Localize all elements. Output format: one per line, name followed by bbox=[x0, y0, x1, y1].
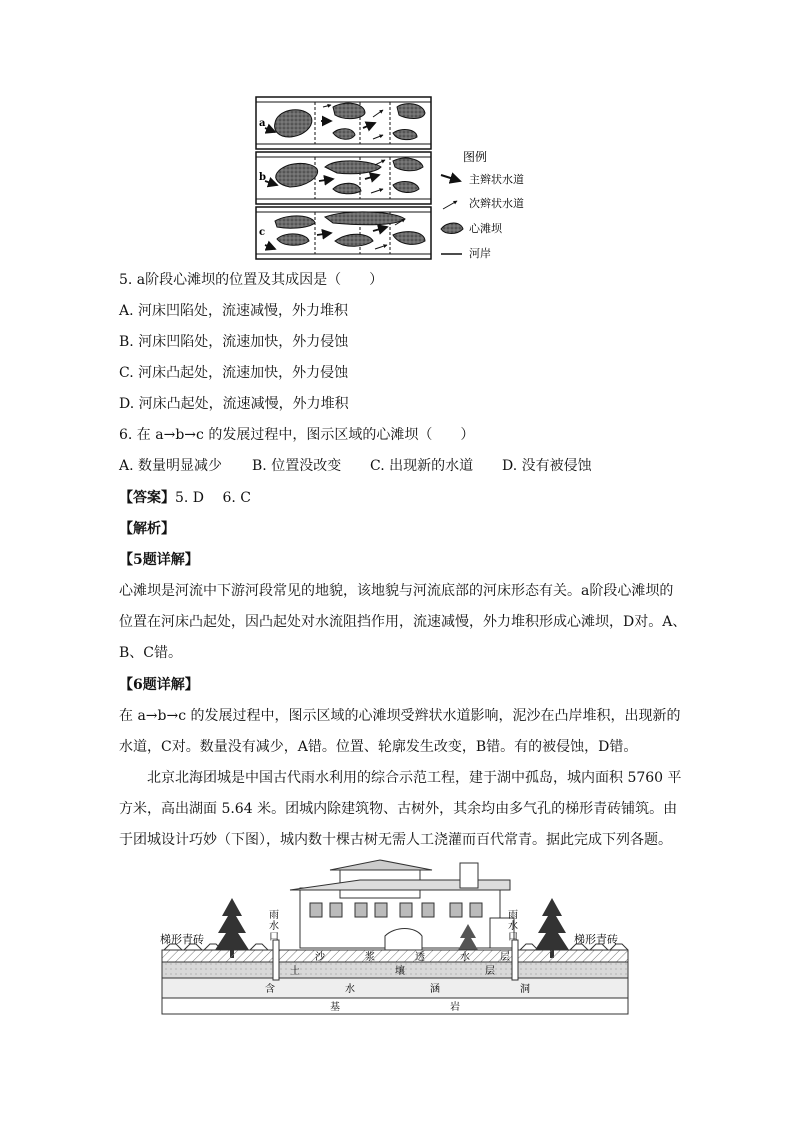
rain-outlet-left-char-2: 水 bbox=[269, 921, 279, 932]
braided-channel-figure bbox=[255, 95, 545, 260]
channel-bar bbox=[333, 103, 365, 118]
q6-analysis-line-2: 水道，C对。数量没有减少，A错。位置、轮廓发生改变，B错。有的被侵蚀，D错。 bbox=[119, 739, 638, 755]
culvert-char-1: 含 bbox=[265, 984, 275, 995]
soil-layer-char-2: 壤 bbox=[395, 966, 405, 977]
channel-bar bbox=[276, 163, 318, 187]
channel-bar bbox=[393, 182, 419, 193]
q5-option-b: B. 河床凹陷处，流速加快，外力侵蚀 bbox=[119, 334, 349, 350]
passage-line-2: 方米，高出湖面 5.64 米。团城内除建筑物、古树外，其余均由多气孔的梯形青砖铺筑。由 bbox=[119, 801, 678, 817]
bedrock-layer bbox=[162, 998, 628, 1014]
channel-bar bbox=[397, 104, 425, 119]
q5-analysis-title: 【5题详解】 bbox=[119, 552, 199, 568]
secondary-channel-arrow-icon bbox=[443, 201, 457, 209]
tuancheng-cross-section bbox=[160, 858, 630, 1018]
legend-title: 图例 bbox=[463, 150, 488, 164]
channel-bar-icon bbox=[441, 223, 463, 234]
bedrock-char-2: 岩 bbox=[450, 1002, 460, 1013]
row-label-a: a bbox=[259, 118, 266, 129]
q5-stem: 5. a阶段心滩坝的位置及其成因是（ ） bbox=[119, 272, 384, 288]
q5-analysis-line-3: B、C错。 bbox=[119, 645, 182, 661]
q5-analysis-line-1: 心滩坝是河流中下游河段常见的地貌，该地貌与河流底部的河床形态有关。a阶段心滩坝的 bbox=[119, 583, 674, 599]
q5-option-a: A. 河床凹陷处，流速减慢，外力堆积 bbox=[119, 303, 349, 319]
answer-label: 【答案】 bbox=[119, 490, 175, 506]
brick-label-right: 梯形青砖 bbox=[574, 933, 618, 946]
sand-layer-char-4: 水 bbox=[460, 952, 470, 963]
passage-line-3: 于团城设计巧妙（下图），城内数十棵古树无需人工浇灌而百代常青。据此完成下列各题。 bbox=[119, 832, 672, 848]
channel-bar bbox=[277, 234, 309, 245]
channel-bar bbox=[393, 130, 417, 140]
figure1-legend bbox=[441, 149, 524, 260]
rain-outlet-right-char-3: 口 bbox=[508, 932, 518, 943]
q6-option-c: C. 出现新的水道 bbox=[370, 458, 474, 474]
culvert-char-3: 涵 bbox=[430, 984, 440, 995]
legend-item-bank: 河岸 bbox=[469, 247, 491, 260]
rain-outlet-left-char-1: 雨 bbox=[269, 910, 279, 921]
passage-line-1: 北京北海团城是中国古代雨水利用的综合示范工程，建于湖中孤岛，城内面积 5760 平 bbox=[147, 770, 682, 786]
q5-analysis-line-2: 位置在河床凸起处，因凸起处对水流阻挡作用，流速减慢，外力堆积形成心滩坝，D对。A、 bbox=[119, 614, 687, 630]
tree-left-icon bbox=[215, 898, 249, 958]
legend-item-main-channel: 主辫状水道 bbox=[469, 173, 524, 186]
channel-bar bbox=[325, 161, 381, 174]
q6-option-d: D. 没有被侵蚀 bbox=[502, 458, 592, 474]
q5-option-c: C. 河床凸起处，流速加快，外力侵蚀 bbox=[119, 365, 349, 381]
rain-outlet-right-char-1: 雨 bbox=[508, 910, 518, 921]
channel-bar bbox=[325, 212, 405, 225]
rain-outlet-left bbox=[273, 940, 279, 980]
q5-option-d: D. 河床凸起处，流速减慢，外力堆积 bbox=[119, 396, 349, 412]
q6-options bbox=[119, 456, 592, 476]
q6-option-a: A. 数量明显减少 bbox=[119, 458, 223, 474]
brick-label-left: 梯形青砖 bbox=[160, 933, 204, 946]
rain-outlet-right-char-2: 水 bbox=[508, 921, 518, 932]
tree-right-icon bbox=[535, 898, 569, 958]
panel-b bbox=[256, 152, 431, 204]
rain-outlet-right bbox=[512, 940, 518, 980]
channel-bar bbox=[393, 232, 425, 245]
q6-analysis-line-1: 在 a→b→c 的发展过程中，图示区域的心滩坝受辫状水道影响，泥沙在凸岸堆积，出现新的 bbox=[119, 708, 681, 724]
q6-analysis-title: 【6题详解】 bbox=[119, 677, 199, 693]
legend-item-bar: 心滩坝 bbox=[469, 222, 502, 235]
rain-outlet-left-char-3: 口 bbox=[269, 932, 279, 943]
sand-layer bbox=[162, 950, 628, 962]
pavilion-building bbox=[290, 860, 514, 950]
sand-layer-char-1: 沙 bbox=[315, 952, 325, 963]
culvert-layer bbox=[162, 978, 628, 998]
answer-value: 5. D 6. C bbox=[175, 490, 252, 506]
sand-layer-char-5: 层 bbox=[500, 952, 510, 963]
q6-option-b: B. 位置没改变 bbox=[252, 458, 342, 474]
panel-c bbox=[256, 207, 431, 259]
row-label-b: b bbox=[259, 172, 266, 183]
soil-layer-char-1: 土 bbox=[290, 966, 300, 977]
channel-bar bbox=[275, 216, 315, 228]
bedrock-char-1: 基 bbox=[330, 1002, 340, 1013]
sand-layer-char-2: 浆 bbox=[365, 952, 375, 963]
sand-layer-char-3: 透 bbox=[415, 952, 425, 963]
row-label-c: c bbox=[259, 227, 266, 238]
channel-bar bbox=[333, 129, 355, 140]
channel-bar bbox=[393, 158, 423, 171]
culvert-char-2: 水 bbox=[345, 984, 355, 995]
channel-bar bbox=[333, 183, 361, 194]
soil-layer-char-3: 层 bbox=[485, 966, 495, 977]
channel-bar bbox=[275, 110, 312, 137]
legend-item-secondary-channel: 次辫状水道 bbox=[469, 197, 524, 210]
analysis-label: 【解析】 bbox=[119, 521, 175, 537]
q6-stem: 6. 在 a→b→c 的发展过程中，图示区域的心滩坝（ ） bbox=[119, 427, 475, 443]
panel-a bbox=[256, 97, 431, 149]
answer-line bbox=[119, 488, 251, 508]
channel-bar bbox=[335, 234, 373, 246]
main-channel-arrow-icon bbox=[441, 175, 460, 181]
culvert-char-4: 洞 bbox=[520, 984, 530, 995]
